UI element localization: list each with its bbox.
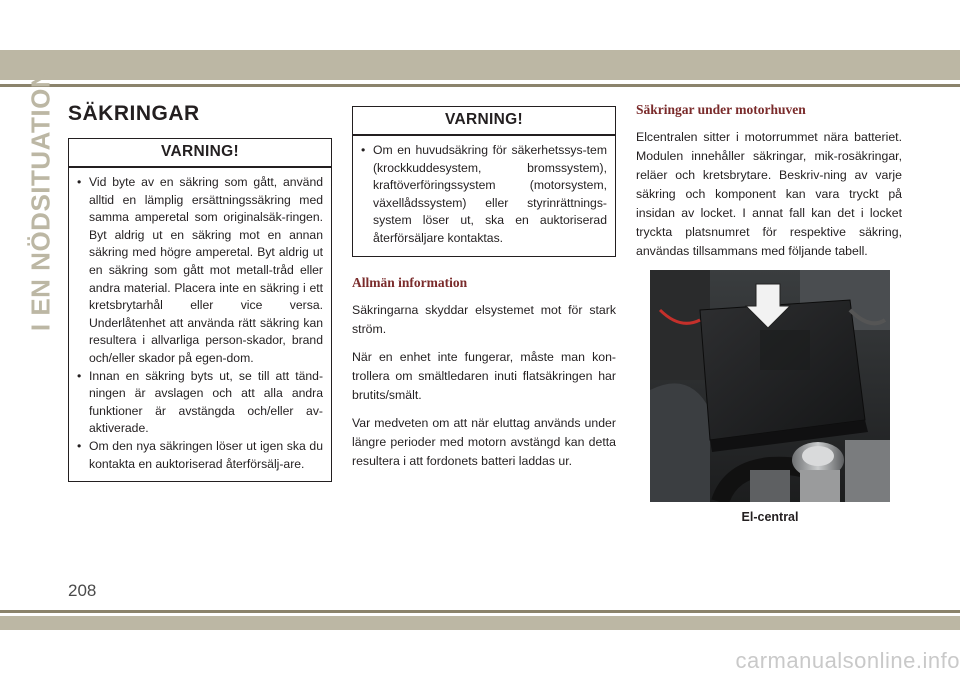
warning-item: • Om en huvudsäkring för säkerhetssys-tem (krockkuddesystem, bromssystem), kraftöverföringssystem (motorsystem, växellådssystem) eller styrinrättnings-system löser ut, ska en auktoriserad återförsäljare kontaktas.: [361, 142, 607, 248]
footer-band: [0, 616, 960, 630]
chapter-side-tab-label: I EN NÖDSITUATION: [25, 68, 56, 332]
warning-item: • Vid byte av en säkring som gått, använd alltid en lämplig ersättningssäkring med samma amperetal som originalsäk-ringen. Byt aldrig ut en säkring mot en annan säkring med högre amperetal. Byt aldrig ut en säkring som gått mot metall-tråd eller andra material. Placera inte en säkring i ett kretsbrytarhål eller vice versa. Underlåtenhet att använda rätt säkring kan resultera i allvarliga person-skador, brand och/eller skador på egen-dom.: [77, 174, 323, 368]
hood-fuses-heading: Säkringar under motorhuven: [636, 102, 806, 117]
general-info-heading: Allmän information: [352, 274, 468, 290]
warning-box-1: [68, 138, 332, 482]
warning-box-2-title: VARNING!: [353, 107, 615, 136]
general-info-paragraph: När en enhet inte fungerar, måste man kon-trollera om smältledaren inuti flatsäkringen har brutits/smält.: [352, 349, 616, 402]
header-rule: [0, 84, 960, 87]
general-info-paragraph: Var medveten om att när eluttag används under längre perioder med motorn avstängd kan detta resultera i att fordonets batteri laddas ur.: [352, 415, 616, 468]
fuse-box-illustration: [650, 270, 890, 502]
watermark: carmanualsonline.info: [735, 648, 960, 673]
column-right: [636, 100, 902, 270]
header-band: [0, 50, 960, 80]
warning-box-1-title: VARNING!: [69, 139, 331, 168]
warning-box-2: [352, 106, 616, 257]
section-title: SÄKRINGAR: [68, 102, 200, 125]
warning-item: • Innan en säkring byts ut, se till att tänd-ningen är avslagen och att alla andra funktioner är avstängda och/eller av-aktiverade.: [77, 368, 323, 438]
fuse-box-photo: [650, 270, 890, 502]
page-number: 208: [68, 581, 97, 600]
photo-caption: El-central: [741, 510, 799, 524]
warning-box-2-list: [353, 136, 615, 256]
column-left: [68, 100, 332, 482]
warning-item: • Om den nya säkringen löser ut igen ska du kontakta en auktoriserad återförsälj-are.: [77, 438, 323, 473]
chapter-side-tab: [24, 68, 58, 332]
hood-fuses-paragraph: Elcentralen sitter i motorrummet nära batteriet. Modulen innehåller säkringar, mik-rosäkringar, reläer och kretsbrytare. Beskriv-ning av varje säkring och komponent kan vara tryckt på insidan av locket. I annat fall kan det i locket tryckta platsnumret för respektive säkring, användas tillsammans med följande tabell.: [636, 130, 902, 258]
warning-box-1-list: [69, 168, 331, 481]
column-middle: [352, 106, 616, 480]
general-info-paragraph: Säkringarna skyddar elsystemet mot för stark ström.: [352, 302, 616, 336]
footer-rule: [0, 610, 960, 613]
